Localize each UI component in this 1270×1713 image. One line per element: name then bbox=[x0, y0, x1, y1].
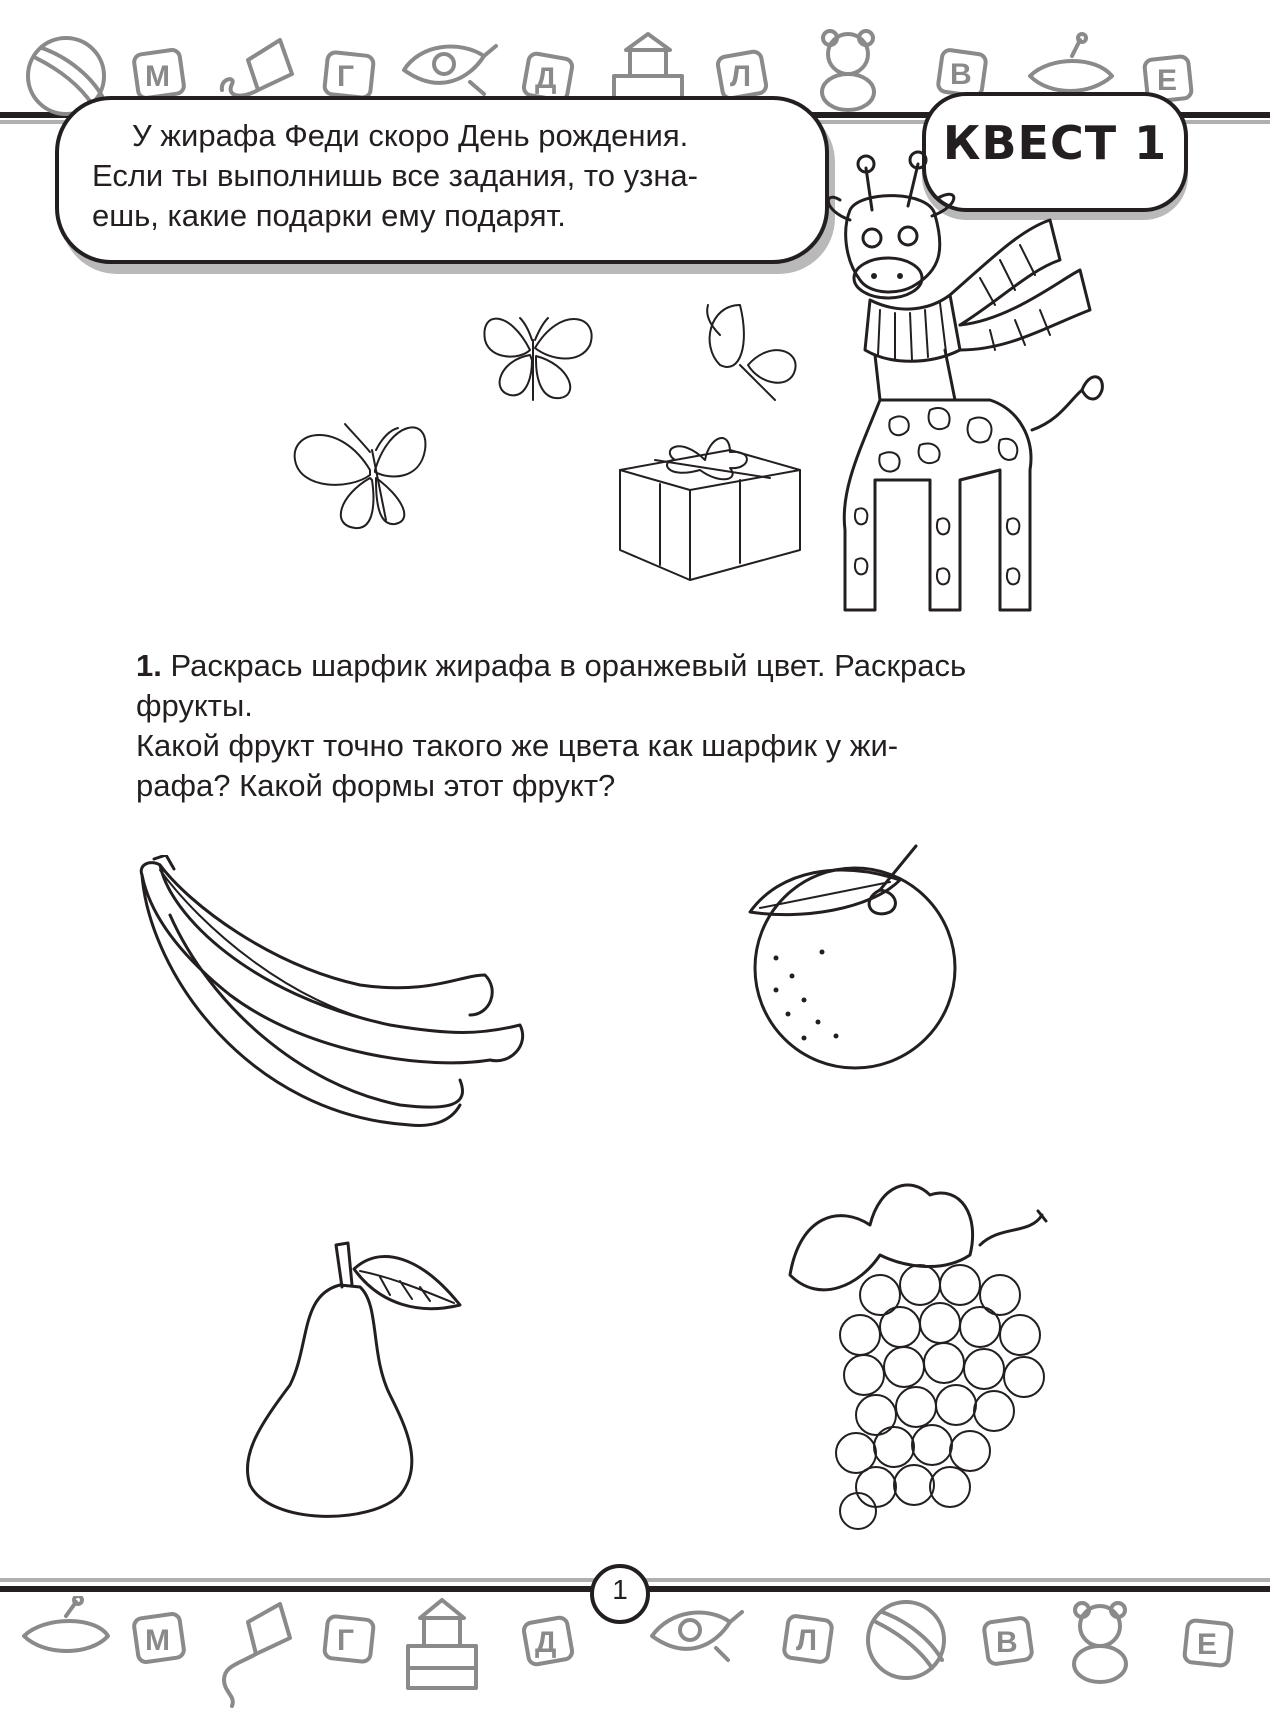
svg-text:Д: Д bbox=[535, 62, 557, 95]
giraffe-illustration bbox=[820, 150, 1160, 630]
svg-text:В: В bbox=[950, 58, 972, 91]
task-number: 1. bbox=[136, 648, 162, 683]
svg-text:Г: Г bbox=[337, 60, 355, 93]
intro-line-3: ешь, какие подарки ему подарят. bbox=[92, 198, 566, 233]
toy-blocks-icon bbox=[408, 1600, 476, 1688]
intro-text bbox=[92, 116, 807, 236]
kite-icon bbox=[222, 40, 292, 96]
rocket-icon bbox=[404, 46, 496, 94]
rocket-icon bbox=[652, 1612, 742, 1660]
svg-text:В: В bbox=[996, 1626, 1018, 1659]
task-1-line-4: рафа? Какой формы этот фрукт? bbox=[136, 768, 616, 803]
intro-line-2: Если ты выполнишь все задания, то узна- bbox=[92, 158, 698, 193]
letter-tile-v-icon bbox=[937, 49, 986, 97]
bananas-illustration bbox=[130, 855, 530, 1145]
spinning-top-icon bbox=[24, 1596, 108, 1651]
grapes-illustration bbox=[780, 1155, 1080, 1535]
svg-text:Г: Г bbox=[337, 1624, 355, 1657]
teddy-bear-icon bbox=[822, 31, 874, 110]
letter-tile-l-icon bbox=[717, 50, 768, 99]
letter-tile-m-icon bbox=[133, 49, 185, 99]
kite-icon bbox=[224, 1604, 290, 1706]
bottom-border-decoration bbox=[0, 1596, 1270, 1713]
ball-icon bbox=[868, 1602, 944, 1678]
task-1-text bbox=[136, 646, 1104, 806]
teddy-bear-icon bbox=[1074, 1603, 1126, 1682]
gift-box-icon bbox=[620, 438, 800, 580]
grape-berries bbox=[836, 1265, 1044, 1529]
page-number: 1 bbox=[612, 1574, 628, 1605]
illustration-butterflies-gift bbox=[280, 290, 840, 630]
intro-line-1: У жирафа Феди скоро День рождения. bbox=[132, 118, 689, 153]
task-1-line-3: Какой фрукт точно такого же цвета как шарфик у жи- bbox=[136, 728, 899, 763]
svg-text:Е: Е bbox=[1157, 64, 1178, 97]
svg-text:Л: Л bbox=[730, 60, 752, 93]
letter-tile-v-icon bbox=[983, 1617, 1032, 1665]
pear-illustration bbox=[230, 1225, 470, 1525]
letter-tile-g-icon bbox=[324, 52, 374, 99]
svg-text:М: М bbox=[145, 60, 170, 93]
quest-title: КВЕСТ 1 bbox=[942, 116, 1168, 170]
svg-text:Л: Л bbox=[796, 1624, 818, 1657]
butterfly-icon bbox=[484, 318, 591, 400]
svg-text:Е: Е bbox=[1197, 1628, 1218, 1661]
toy-blocks-icon bbox=[614, 34, 682, 98]
orange-illustration bbox=[740, 840, 970, 1070]
butterfly-icon bbox=[295, 424, 426, 528]
task-1-line-2: фрукты. bbox=[136, 688, 253, 723]
task-1-line-1 bbox=[136, 646, 1104, 686]
letter-tile-g-icon bbox=[324, 1616, 374, 1663]
task-1-line-1-rest: Раскрась шарфик жирафа в оранжевый цвет. Раскрась bbox=[170, 648, 967, 683]
svg-text:М: М bbox=[145, 1624, 170, 1657]
letter-tile-d-icon bbox=[523, 1616, 574, 1665]
letter-tile-e-icon bbox=[1184, 1620, 1232, 1666]
letter-tile-d-icon bbox=[523, 52, 574, 101]
spinning-top-icon bbox=[1030, 34, 1112, 91]
letter-tile-m-icon bbox=[133, 1613, 185, 1663]
letter-tile-l-icon bbox=[783, 1615, 832, 1663]
butterfly-icon bbox=[707, 305, 795, 400]
svg-text:Д: Д bbox=[535, 1626, 557, 1659]
